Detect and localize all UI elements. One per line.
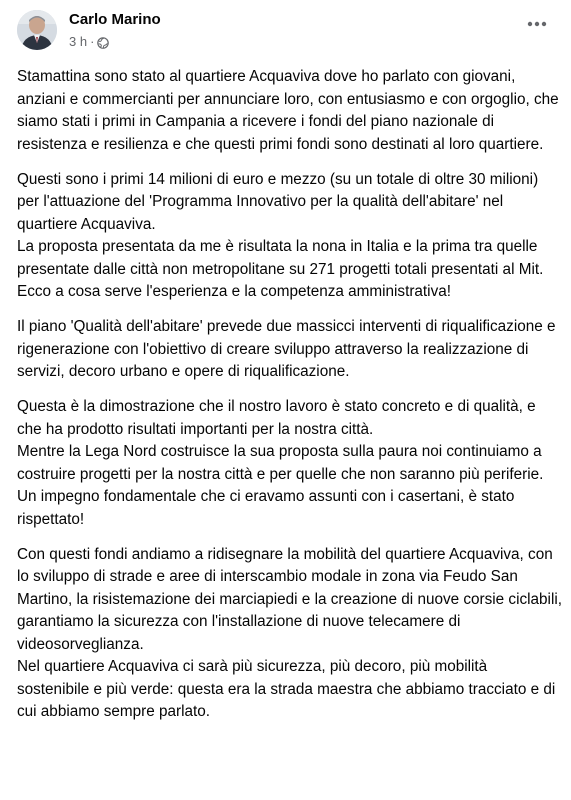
more-options-button[interactable] bbox=[525, 14, 549, 34]
author-name[interactable]: Carlo Marino bbox=[69, 11, 161, 28]
post-time[interactable]: 3 h bbox=[69, 34, 88, 49]
post-text: La proposta presentata da me è risultata la nona in Italia e la prima tra quelle presentate dalle città non metropolitane su 271 progetti totali presentati al Mit. bbox=[17, 238, 544, 278]
post-paragraph bbox=[17, 544, 562, 724]
post-paragraph bbox=[17, 396, 562, 531]
post-text: Questi sono i primi 14 milioni di euro e mezzo (su un totale di oltre 30 milioni) per l'attuazione del 'Programma Innovativo per la qualità dell'abitare' nel quartiere Acquaviva. bbox=[17, 170, 539, 233]
avatar-image bbox=[17, 10, 57, 50]
post-text: Un impegno fondamentale che ci eravamo assunti con i casertani, è stato rispettato! bbox=[17, 488, 515, 528]
globe-icon bbox=[97, 36, 109, 48]
post-text: Nel quartiere Acquaviva ci sarà più sicurezza, più decoro, più mobilità sostenibile e più verde: questa era la strada maestra che abbiamo tracciato e di cui abbiamo sempre parlato. bbox=[17, 658, 556, 720]
more-options-icon bbox=[527, 21, 547, 27]
post-text: Questa è la dimostrazione che il nostro lavoro è stato concreto e di qualità, e che ha prodotto risultati importanti per la nostra città. bbox=[17, 398, 536, 438]
post-body bbox=[17, 66, 562, 736]
post-text: Ecco a cosa serve l'esperienza e la competenza amministrativa! bbox=[17, 283, 451, 300]
post-text: Con questi fondi andiamo a ridisegnare la mobilità del quartiere Acquaviva, con lo sviluppo di strade e aree di interscambio modale in zona via Feudo San Martino, la risistemazione dei marciapiedi e la creazione di nuove corsie ciclabili, garantiamo la sicurezza con l'installazione di nuove telecamere di videosorveglianza. bbox=[17, 545, 562, 653]
meta-separator: · bbox=[90, 34, 95, 49]
post-text: Il piano 'Qualità dell'abitare' prevede due massicci interventi di riqualificazione e rigenerazione con l'obiettivo di creare sviluppo attraverso la realizzazione di servizi, decoro urbano e opere di riqualificazione. bbox=[17, 318, 556, 380]
post-paragraph bbox=[17, 169, 562, 304]
post-text: Mentre la Lega Nord costruisce la sua proposta sulla paura noi continuiamo a costruire progetti per la nostra città e per quelle che non saranno più periferie. bbox=[17, 443, 544, 483]
avatar[interactable] bbox=[17, 10, 57, 50]
post-paragraph bbox=[17, 66, 562, 156]
post-paragraph bbox=[17, 316, 562, 384]
post-meta bbox=[69, 33, 109, 51]
post-text: Stamattina sono stato al quartiere Acquaviva dove ho parlato con giovani, anziani e commercianti per annunciare loro, con entusiasmo e con orgoglio, che siamo stati i primi in Campania a ricevere i fondi del piano nazionale di resistenza e resilienza e che questi primi fondi sono destinati al loro quartiere. bbox=[17, 68, 559, 153]
post-header bbox=[17, 10, 557, 58]
